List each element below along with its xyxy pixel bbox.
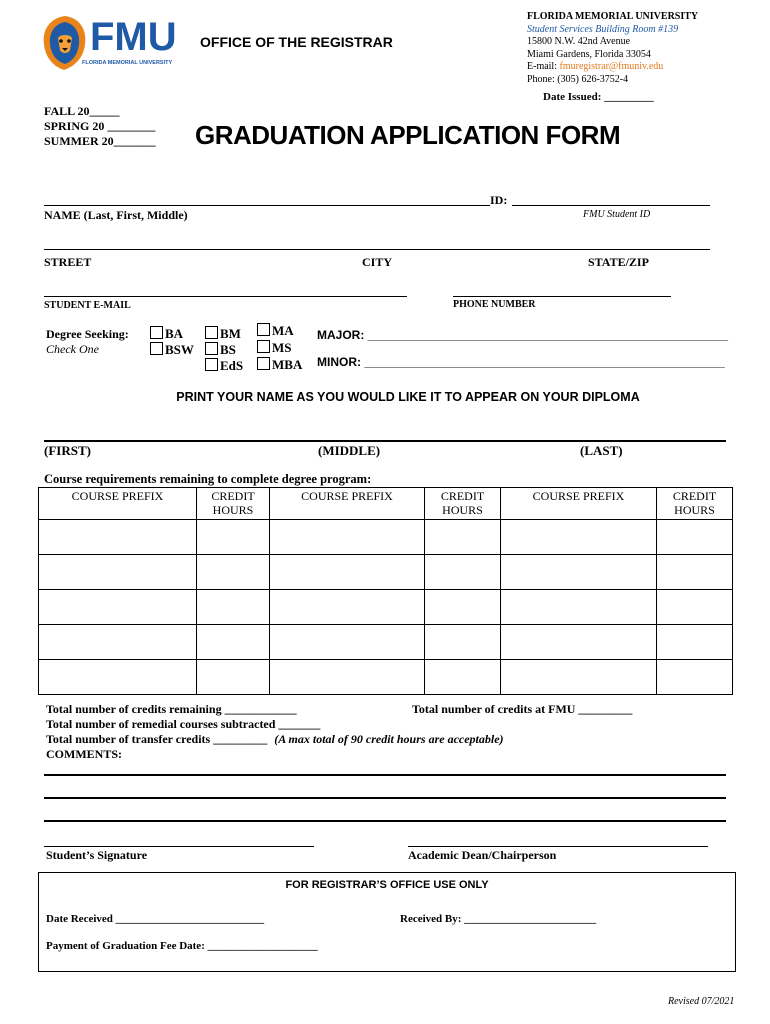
checkbox-bs[interactable]	[205, 342, 236, 358]
table-cell[interactable]	[657, 520, 733, 555]
credits-at-fmu[interactable]: Total number of credits at FMU _________	[412, 702, 633, 716]
email-line	[527, 61, 698, 74]
checkbox-ma-label: MA	[272, 323, 294, 338]
id-label: ID:	[490, 193, 508, 207]
checkbox-eds-label: EdS	[220, 358, 244, 373]
term-summer: SUMMER 20_______	[44, 134, 156, 148]
email-label: E-mail:	[527, 61, 557, 72]
transfer-credits-line	[46, 732, 504, 747]
office-title: OFFICE OF THE REGISTRAR	[200, 34, 393, 50]
minor-field[interactable]: MINOR: ______________________________________________________	[317, 355, 725, 369]
table-cell[interactable]	[657, 590, 733, 625]
table-cell[interactable]	[657, 660, 733, 695]
table-cell[interactable]	[501, 660, 657, 695]
checkbox-bsw-label: BSW	[165, 342, 194, 357]
checkbox-ms-label: MS	[272, 340, 292, 355]
checkbox-ba[interactable]	[150, 326, 183, 342]
table-cell[interactable]	[197, 625, 270, 660]
table-cell[interactable]	[425, 590, 501, 625]
table-cell[interactable]	[197, 555, 270, 590]
table-cell[interactable]	[197, 520, 270, 555]
table-cell[interactable]	[425, 520, 501, 555]
last-label: (LAST)	[580, 443, 623, 458]
address-line[interactable]	[44, 249, 710, 250]
phone-number-label: PHONE NUMBER	[453, 299, 536, 310]
table-row	[39, 555, 733, 590]
email-line-field[interactable]	[44, 296, 407, 297]
table-cell[interactable]	[425, 660, 501, 695]
date-received[interactable]: Date Received ___________________________	[46, 913, 265, 925]
col-course-prefix-3: COURSE PREFIX	[501, 488, 657, 520]
checkbox-bs-box[interactable]	[205, 342, 218, 355]
table-row	[39, 520, 733, 555]
student-signature-label: Student’s Signature	[46, 848, 148, 862]
table-cell[interactable]	[270, 555, 425, 590]
checkbox-ma[interactable]	[257, 323, 294, 339]
table-cell[interactable]	[39, 625, 197, 660]
graduation-fee-date[interactable]: Payment of Graduation Fee Date: ____________________	[46, 940, 318, 952]
city-address: Miami Gardens, Florida 33054	[527, 48, 651, 60]
check-one-hint: Check One	[46, 342, 99, 356]
table-row	[39, 590, 733, 625]
transfer-credits[interactable]: Total number of transfer credits _________	[46, 732, 268, 746]
table-cell[interactable]	[39, 555, 197, 590]
table-cell[interactable]	[197, 660, 270, 695]
comments-line-1[interactable]	[44, 774, 726, 776]
term-block	[44, 104, 156, 149]
table-cell[interactable]	[197, 590, 270, 625]
col-credit-hours-3: CREDIT HOURS	[657, 488, 733, 520]
university-name: FLORIDA MEMORIAL UNIVERSITY	[527, 11, 699, 22]
email-link[interactable]: fmuregistrar@fmuniv.edu	[559, 61, 664, 72]
table-cell[interactable]	[270, 625, 425, 660]
checkbox-mba[interactable]	[257, 357, 302, 373]
credits-remaining[interactable]: Total number of credits remaining ____________	[46, 702, 297, 716]
checkbox-bsw[interactable]	[150, 342, 194, 358]
student-email-label: STUDENT E-MAIL	[44, 300, 131, 311]
degree-seeking-label: Degree Seeking:	[46, 327, 129, 341]
col-course-prefix-2: COURSE PREFIX	[270, 488, 425, 520]
checkbox-bm-label: BM	[220, 326, 241, 341]
dean-signature-line[interactable]	[408, 846, 708, 847]
transfer-note: (A max total of 90 credit hours are acceptable)	[274, 732, 504, 746]
table-cell[interactable]	[270, 590, 425, 625]
courses-header-row	[39, 488, 733, 520]
table-cell[interactable]	[657, 555, 733, 590]
received-by[interactable]: Received By: ________________________	[400, 913, 597, 925]
courses-table	[38, 487, 733, 695]
table-cell[interactable]	[270, 660, 425, 695]
checkbox-ms[interactable]	[257, 340, 292, 356]
term-fall: FALL 20_____	[44, 104, 120, 118]
room: Student Services Building Room #139	[527, 23, 679, 35]
street-label: STREET	[44, 255, 92, 269]
checkbox-bsw-box[interactable]	[150, 342, 163, 355]
checkbox-ms-box[interactable]	[257, 340, 270, 353]
checkbox-bm-box[interactable]	[205, 326, 218, 339]
dean-signature-label: Academic Dean/Chairperson	[408, 848, 557, 862]
term-spring: SPRING 20 ________	[44, 119, 156, 133]
revised-date: Revised 07/2021	[668, 996, 735, 1007]
comments-line-3[interactable]	[44, 820, 726, 822]
table-cell[interactable]	[425, 625, 501, 660]
date-issued: Date Issued: _________	[543, 91, 654, 103]
table-cell[interactable]	[270, 520, 425, 555]
form-title: GRADUATION APPLICATION FORM	[195, 120, 621, 150]
table-row	[39, 625, 733, 660]
street-address: 15800 N.W. 42nd Avenue	[527, 36, 631, 47]
phone-line-field[interactable]	[453, 296, 671, 297]
checkbox-ma-box[interactable]	[257, 323, 270, 336]
table-cell[interactable]	[501, 625, 657, 660]
checkbox-bm[interactable]	[205, 326, 241, 342]
phone-line: Phone: (305) 626-3752-4	[527, 73, 629, 85]
state-zip-label: STATE/ZIP	[588, 255, 649, 269]
col-credit-hours-1: CREDIT HOURS	[197, 488, 270, 520]
col-course-prefix-1: COURSE PREFIX	[39, 488, 197, 520]
checkbox-bs-label: BS	[220, 342, 236, 357]
id-line[interactable]	[512, 205, 710, 206]
table-cell[interactable]	[501, 555, 657, 590]
checkbox-mba-label: MBA	[272, 357, 303, 372]
table-cell[interactable]	[501, 590, 657, 625]
fmu-logo	[40, 14, 192, 72]
table-cell[interactable]	[425, 555, 501, 590]
table-row	[39, 660, 733, 695]
checkbox-eds[interactable]	[205, 358, 243, 374]
student-signature-line[interactable]	[44, 846, 314, 847]
checkbox-mba-box[interactable]	[257, 357, 270, 370]
comments-label: COMMENTS:	[46, 747, 122, 761]
middle-label: (MIDDLE)	[318, 443, 381, 458]
city-label: CITY	[362, 255, 393, 269]
diploma-heading: PRINT YOUR NAME AS YOU WOULD LIKE IT TO APPEAR ON YOUR DIPLOMA	[176, 390, 640, 404]
remedial-subtracted[interactable]: Total number of remedial courses subtracted _______	[46, 717, 321, 731]
table-cell[interactable]	[657, 625, 733, 660]
diploma-name-line[interactable]	[44, 440, 726, 442]
checkbox-ba-label: BA	[165, 326, 184, 341]
table-cell[interactable]	[501, 520, 657, 555]
checkbox-eds-box[interactable]	[205, 358, 218, 371]
name-label: NAME (Last, First, Middle)	[44, 208, 188, 222]
name-line[interactable]	[44, 205, 490, 206]
comments-line-2[interactable]	[44, 797, 726, 799]
courses-caption: Course requirements remaining to complete degree program:	[44, 472, 372, 486]
table-cell[interactable]	[39, 590, 197, 625]
table-cell[interactable]	[39, 660, 197, 695]
first-label: (FIRST)	[44, 443, 91, 458]
checkbox-ba-box[interactable]	[150, 326, 163, 339]
table-cell[interactable]	[39, 520, 197, 555]
col-credit-hours-2: CREDIT HOURS	[425, 488, 501, 520]
fmu-student-id-label: FMU Student ID	[583, 209, 651, 220]
logo-subtitle: FLORIDA MEMORIAL UNIVERSITY	[82, 60, 173, 66]
logo-wordmark: FMU	[90, 15, 177, 59]
office-use-heading: FOR REGISTRAR’S OFFICE USE ONLY	[285, 879, 489, 891]
address-block	[527, 11, 698, 86]
major-field[interactable]: MAJOR: ______________________________________________________	[317, 328, 729, 342]
